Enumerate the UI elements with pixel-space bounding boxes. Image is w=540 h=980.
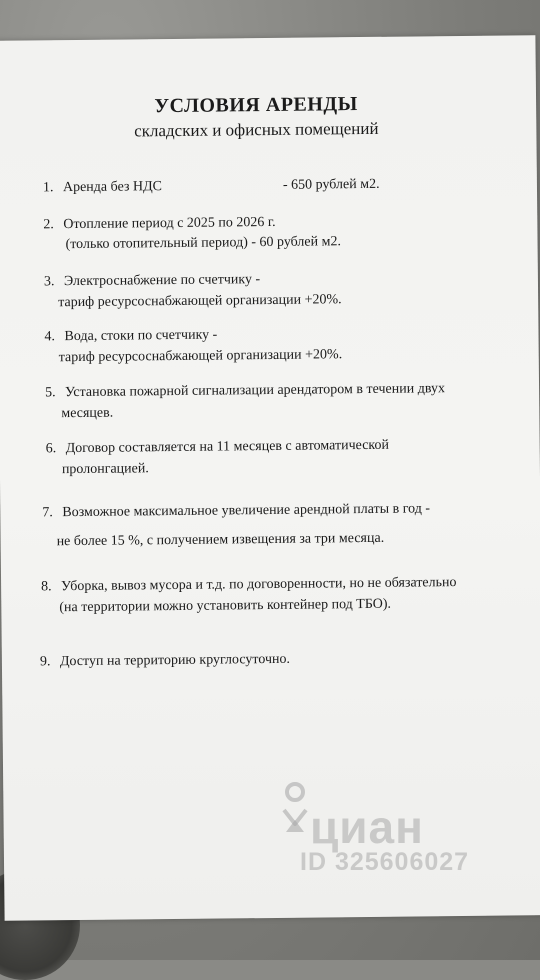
item-text: Доступ на территорию круглосуточно. [59,651,291,670]
item-text: Возможное максимальное увеличение арендной платы в год - [62,501,431,521]
list-item-4 [44,326,343,366]
list-item-8 [41,573,457,616]
item-text: Электроснабжение по счетчику - [63,272,261,290]
watermark [266,780,496,880]
item-number: 2. [43,217,54,233]
item-number: 8. [41,579,52,595]
item-price: - 650 рублей м2. [282,176,380,193]
item-number: 5. [45,385,56,401]
list-item-9 [40,650,290,673]
document-title: УСЛОВИЯ АРЕНДЫ [154,93,358,118]
item-text-continued: тариф ресурсоснабжающей организации +20%. [58,292,342,311]
item-number: 3. [43,274,55,290]
watermark-brand: циан [310,801,424,853]
list-item-3 [43,270,342,311]
list-item-6 [45,436,390,478]
item-number: 7. [42,505,53,521]
item-text: Уборка, вывоз мусора и т.д. по договоренности, но не обязательно [61,575,457,595]
item-number: 1. [42,180,54,196]
watermark-id: ID 325606027 [300,848,470,876]
item-text-continued: тариф ресурсоснабжающей организации +20%. [58,347,343,366]
item-text-continued: (только отопительный период) - 60 рублей м2. [65,234,342,253]
list-item-1 [42,176,380,198]
item-text: Аренда без НДС [62,179,163,196]
item-text-continued: не более 15 %, с получением извещения за три месяца. [56,530,385,550]
item-number: 6. [45,441,57,457]
item-number: 9. [39,654,51,670]
item-text: Отопление период с 2025 по 2026 г. [63,214,276,233]
item-number: 4. [44,329,56,345]
item-text: Договор составляется на 11 месяцев с автоматической [65,437,390,457]
document-subtitle: складских и офисных помещений [134,118,379,141]
item-text-continued: (на территории можно установить контейнер под ТБО). [59,596,392,616]
list-item-2 [43,213,342,253]
item-text-continued: месяцев. [61,405,114,422]
item-text-continued: пролонгацией. [61,461,149,478]
item-text: Установка пожарной сигнализации арендатором в течении двух [65,381,446,401]
location-pin-icon [282,780,308,840]
list-item-7 [42,499,431,550]
list-item-5 [45,379,446,422]
item-text: Вода, стоки по счетчику - [64,327,218,345]
